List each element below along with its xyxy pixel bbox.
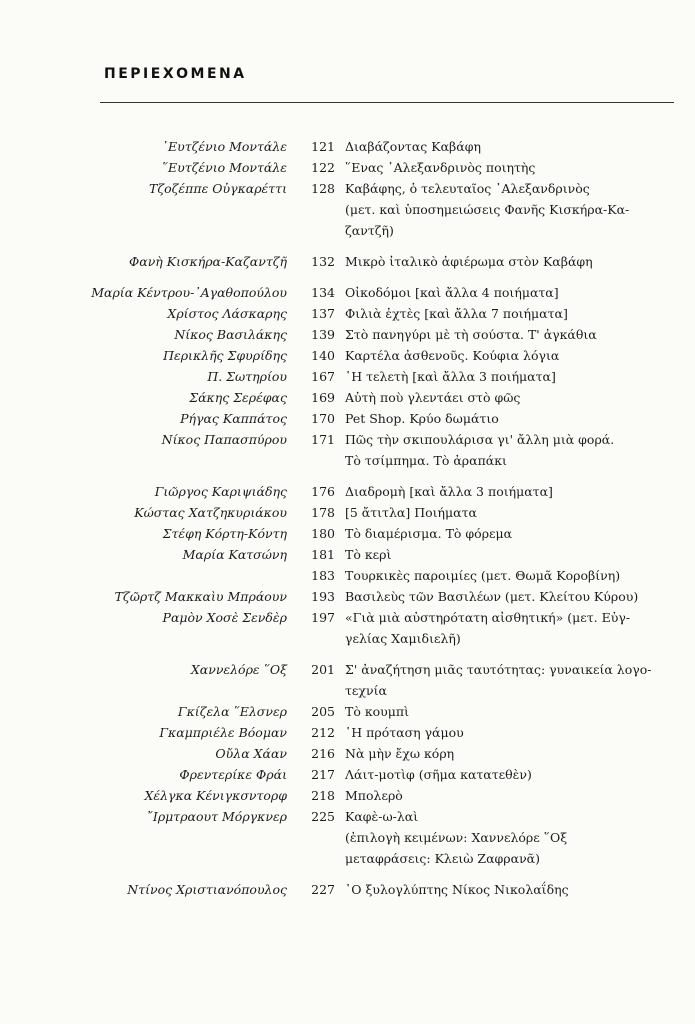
toc-title-line: [5 ἄτιτλα] Ποιήματα: [345, 505, 477, 520]
toc-title-line: Οἰκοδόμοι [καὶ ἄλλα 4 ποιήματα]: [345, 285, 559, 300]
toc-title: [345, 879, 690, 900]
toc-page-number: 169: [311, 390, 335, 405]
toc-entry: [0, 251, 695, 272]
toc-page-number: 205: [311, 704, 335, 719]
toc-title-line: Τὸ κερὶ: [345, 547, 392, 562]
toc-entry: [0, 303, 695, 324]
toc-entry: [0, 481, 695, 502]
toc-author: Γιῶργος Καριψιάδης: [154, 484, 287, 499]
toc-title: [345, 282, 690, 303]
page-title: ΠΕΡΙΕΧΟΜΕΝΑ: [104, 66, 247, 82]
toc-title-line: μεταφράσεις: Κλειὼ Ζαφρανᾶ): [345, 851, 540, 866]
toc-title: [345, 586, 690, 607]
toc-entry: [0, 722, 695, 743]
toc-entry: [0, 324, 695, 345]
toc-title-line: Τὸ διαμέρισμα. Τὸ φόρεμα: [345, 526, 513, 541]
toc-title: [345, 785, 690, 806]
toc-page-number: 137: [311, 306, 335, 321]
toc-title-line: ῾Ο ξυλογλύπτης Νίκος Νικολαΐδης: [345, 882, 569, 897]
toc-author: Σάκης Σερέφας: [189, 390, 287, 405]
toc-page-number: 193: [311, 589, 335, 604]
toc-entry: [0, 136, 695, 157]
toc-title-line: Pet Shop. Κρύο δωμάτιο: [345, 411, 499, 426]
toc-page-number: 180: [311, 526, 335, 541]
toc-title: [345, 743, 690, 764]
table-of-contents: [0, 136, 695, 900]
toc-page-number: 197: [311, 610, 335, 625]
toc-title: [345, 303, 690, 324]
toc-entry: [0, 523, 695, 544]
toc-title: [345, 387, 690, 408]
toc-title: [345, 481, 690, 502]
toc-author: Ρήγας Καππάτος: [180, 411, 287, 426]
toc-title: [345, 502, 690, 523]
toc-title: [345, 178, 690, 241]
toc-page-number: 178: [311, 505, 335, 520]
toc-page-number: 176: [311, 484, 335, 499]
toc-title-line: Μικρὸ ἰταλικὸ ἀφιέρωμα στὸν Καβάφη: [345, 254, 593, 269]
toc-title-line: «Γιὰ μιὰ αὐστηρότατη αἰσθητική» (μετ. Εὐγ-: [345, 610, 631, 625]
toc-author: Φρεντερίκε Φράι: [179, 767, 287, 782]
toc-title-line: Τὸ κουμπὶ: [345, 704, 410, 719]
toc-entry: [0, 544, 695, 565]
toc-page-number: 134: [311, 285, 335, 300]
toc-author: ῞Ευτζένιο Μοντάλε: [161, 160, 287, 175]
toc-entry: [0, 178, 695, 241]
toc-title-line: Σ' ἀναζήτηση μιᾶς ταυτότητας: γυναικεία λογο-: [345, 662, 652, 677]
toc-title: [345, 366, 690, 387]
toc-title-line: ῾Η πρόταση γάμου: [345, 725, 464, 740]
toc-title-line: Διαβάζοντας Καβάφη: [345, 139, 481, 154]
toc-title-line: Καφὲ-ω-λαὶ: [345, 809, 419, 824]
toc-author: Περικλῆς Σφυρίδης: [163, 348, 287, 363]
toc-author: Ραμὸν Χοσὲ Σενδὲρ: [162, 610, 287, 625]
toc-title-line: Καρτέλα ἀσθενοῦς. Κούφια λόγια: [345, 348, 560, 363]
toc-title-line: Πῶς τὴν σκιπουλάρισα γι' ἄλλη μιὰ φορά.: [345, 432, 615, 447]
toc-page-number: 128: [311, 181, 335, 196]
toc-author: Κώστας Χατζηκυριάκου: [134, 505, 287, 520]
toc-entry: [0, 387, 695, 408]
toc-title-line: Στὸ πανηγύρι μὲ τὴ σούστα. Τ' ἀγκάθια: [345, 327, 597, 342]
toc-title: [345, 251, 690, 272]
toc-page-number: 225: [311, 809, 335, 824]
toc-author: ῎Ιρμτραουτ Μόργκνερ: [146, 809, 287, 824]
toc-page-number: 139: [311, 327, 335, 342]
toc-entry: [0, 565, 695, 586]
toc-author: ᾿Ευτζένιο Μοντάλε: [161, 139, 287, 154]
toc-title-line: γελίας Χαμιδιελῆ): [345, 631, 461, 646]
toc-title: [345, 565, 690, 586]
toc-title-line: τεχνία: [345, 683, 387, 698]
toc-title-line: Φιλιὰ ἐχτὲς [καὶ ἄλλα 7 ποιήματα]: [345, 306, 568, 321]
toc-title-line: ῾Η τελετὴ [καὶ ἄλλα 3 ποιήματα]: [345, 369, 556, 384]
toc-author: Νίκος Βασιλάκης: [174, 327, 287, 342]
toc-title-line: Λάιτ-μοτὶφ (σῆμα κατατεθὲν): [345, 767, 532, 782]
toc-entry: [0, 502, 695, 523]
toc-author: Π. Σωτηρίου: [207, 369, 287, 384]
toc-author: Τζῶρτζ Μακκαὶυ Μπράουν: [114, 589, 287, 604]
toc-title-line: ζαντζῆ): [345, 223, 394, 238]
toc-title: [345, 136, 690, 157]
toc-page-number: 171: [311, 432, 335, 447]
toc-page-number: 132: [311, 254, 335, 269]
toc-page-number: 167: [311, 369, 335, 384]
toc-author: Φανὴ Κισκήρα-Καζαντζῆ: [129, 254, 287, 269]
toc-author: Ντίνος Χριστιανόπουλος: [127, 882, 287, 897]
toc-title: [345, 544, 690, 565]
toc-title: [345, 523, 690, 544]
toc-page-number: 216: [311, 746, 335, 761]
toc-title: [345, 806, 690, 869]
toc-title: [345, 659, 690, 701]
toc-title: [345, 324, 690, 345]
toc-entry: [0, 586, 695, 607]
toc-entry: [0, 764, 695, 785]
title-rule: [100, 102, 674, 103]
toc-entry: [0, 345, 695, 366]
toc-page-number: 183: [311, 568, 335, 583]
toc-title-line: (ἐπιλογὴ κειμένων: Χαννελόρε ῞Οξ: [345, 830, 568, 845]
toc-title-line: Νὰ μὴν ἔχω κόρη: [345, 746, 455, 761]
toc-author: Νίκος Παπασπύρου: [161, 432, 287, 447]
toc-author: Χέλγκα Κένιγκσντορφ: [144, 788, 287, 803]
toc-entry: [0, 806, 695, 869]
toc-author: Στέφη Κόρτη-Κόντη: [162, 526, 287, 541]
toc-author: Χρίστος Λάσκαρης: [167, 306, 287, 321]
toc-page-number: 217: [311, 767, 335, 782]
toc-title: [345, 764, 690, 785]
toc-title-line: Διαδρομὴ [καὶ ἄλλα 3 ποιήματα]: [345, 484, 553, 499]
toc-entry: [0, 408, 695, 429]
toc-page-number: 218: [311, 788, 335, 803]
toc-entry: [0, 785, 695, 806]
toc-author: Τζοζέππε Οὐγκαρέττι: [149, 181, 287, 196]
toc-title: [345, 157, 690, 178]
toc-page-number: 121: [311, 139, 335, 154]
toc-page-number: 181: [311, 547, 335, 562]
toc-title: [345, 429, 690, 471]
toc-entry: [0, 282, 695, 303]
toc-title: [345, 701, 690, 722]
toc-entry: [0, 659, 695, 701]
toc-entry: [0, 879, 695, 900]
toc-entry: [0, 701, 695, 722]
toc-entry: [0, 743, 695, 764]
toc-page-number: 140: [311, 348, 335, 363]
toc-title-line: Τουρκικὲς παροιμίες (μετ. Θωμᾶ Κοροβίνη): [345, 568, 621, 583]
toc-title-line: Μπολερὸ: [345, 788, 403, 803]
toc-author: Γκίζελα ῞Ελσνερ: [177, 704, 287, 719]
toc-page-number: 122: [311, 160, 335, 175]
toc-author: Μαρία Κατσώνη: [182, 547, 287, 562]
toc-title: [345, 408, 690, 429]
toc-page-number: 227: [311, 882, 335, 897]
toc-author: Χαννελόρε ῞Οξ: [190, 662, 287, 677]
toc-entry: [0, 366, 695, 387]
toc-author: Γκαμπριέλε Βόομαν: [159, 725, 287, 740]
toc-entry: [0, 157, 695, 178]
toc-title: [345, 722, 690, 743]
toc-title-line: ῞Ενας ᾿Αλεξανδρινὸς ποιητὴς: [345, 160, 536, 175]
toc-title-line: Καβάφης, ὁ τελευταῖος ᾿Αλεξανδρινὸς: [345, 181, 590, 196]
toc-title-line: Βασιλεὺς τῶν Βασιλέων (μετ. Κλείτου Κύρου): [345, 589, 639, 604]
toc-title-line: (μετ. καὶ ὑποσημειώσεις Φανῆς Κισκήρα-Κα-: [345, 202, 630, 217]
toc-page-number: 170: [311, 411, 335, 426]
toc-title: [345, 345, 690, 366]
toc-title: [345, 607, 690, 649]
toc-author: Οὔλα Χάαν: [215, 746, 287, 761]
toc-title-line: Αὐτὴ ποὺ γλεντάει στὸ φῶς: [345, 390, 521, 405]
toc-entry: [0, 429, 695, 471]
toc-page-number: 201: [311, 662, 335, 677]
toc-author: Μαρία Κέντρου-᾿Αγαθοπούλου: [91, 285, 287, 300]
toc-entry: [0, 607, 695, 649]
toc-page-number: 212: [311, 725, 335, 740]
toc-title-line: Τὸ τσίμπημα. Τὸ ἀραπάκι: [345, 453, 507, 468]
